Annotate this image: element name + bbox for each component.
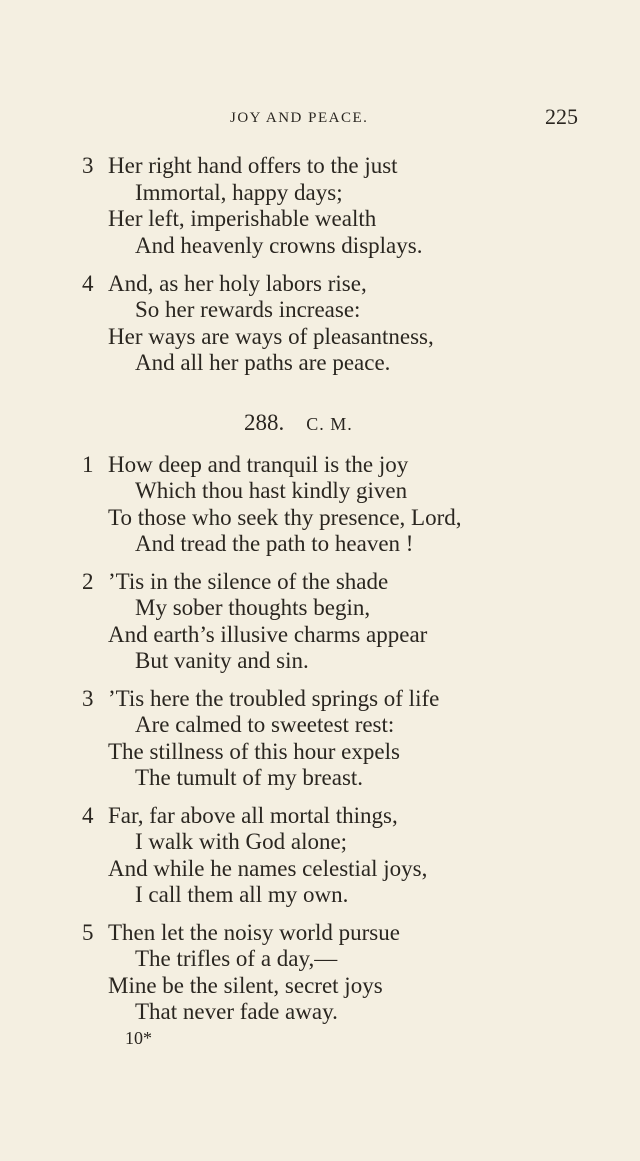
verse-line: I call them all my own.: [135, 882, 349, 907]
verse-line: Her right hand offers to the just: [108, 153, 398, 178]
running-header: [0, 104, 640, 134]
verse-line: Mine be the silent, secret joys: [108, 973, 383, 998]
verse-line: ’Tis in the silence of the shade: [108, 569, 389, 594]
verse-line: To those who seek thy presence, Lord,: [108, 505, 462, 530]
verse-line: That never fade away.: [135, 999, 338, 1024]
verse-line: And, as her holy labors rise,: [108, 271, 367, 296]
verse-line: And while he names celestial joys,: [108, 856, 428, 881]
verse-line: And all her paths are peace.: [135, 350, 391, 375]
verse-number: 1: [82, 452, 94, 477]
verse-number: 3: [82, 686, 94, 711]
verse-number: 4: [82, 271, 94, 296]
verse-line: I walk with God alone;: [135, 829, 348, 854]
verse-number: 5: [82, 920, 94, 945]
verse-line: And earth’s illusive charms appear: [108, 622, 428, 647]
hymn-meter: C. M.: [306, 414, 353, 434]
running-title: JOY AND PEACE.: [230, 110, 369, 126]
page-number: 225: [545, 104, 578, 129]
verse-line: Which thou hast kindly given: [135, 478, 408, 503]
verse-line: ’Tis here the troubled springs of life: [108, 686, 440, 711]
verse-line: Are calmed to sweetest rest:: [135, 712, 395, 737]
hymn-heading: [244, 410, 353, 436]
verse-line: Her ways are ways of pleasantness,: [108, 324, 434, 349]
verse-line: How deep and tranquil is the joy: [108, 452, 409, 477]
verse-number: 3: [82, 153, 94, 178]
verse-line: Her left, imperishable wealth: [108, 206, 377, 231]
verse-line: So her rewards increase:: [135, 297, 361, 322]
verse-line: The stillness of this hour expels: [108, 739, 400, 764]
verse-line: But vanity and sin.: [135, 648, 309, 673]
verse-line: Far, far above all mortal things,: [108, 803, 398, 828]
signature-mark: 10*: [125, 1028, 152, 1048]
verse-line: My sober thoughts begin,: [135, 595, 371, 620]
verse-line: Then let the noisy world pursue: [108, 920, 400, 945]
verse-line: The tumult of my breast.: [135, 765, 364, 790]
verse-line: And tread the path to heaven !: [135, 531, 414, 556]
verse-line: And heavenly crowns displays.: [135, 233, 423, 258]
verse-number: 4: [82, 803, 94, 828]
hymn-number: 288.: [244, 410, 285, 435]
verse-line: The trifles of a day,—: [135, 946, 338, 971]
verse-number: 2: [82, 569, 94, 594]
verse-line: Immortal, happy days;: [135, 180, 343, 205]
